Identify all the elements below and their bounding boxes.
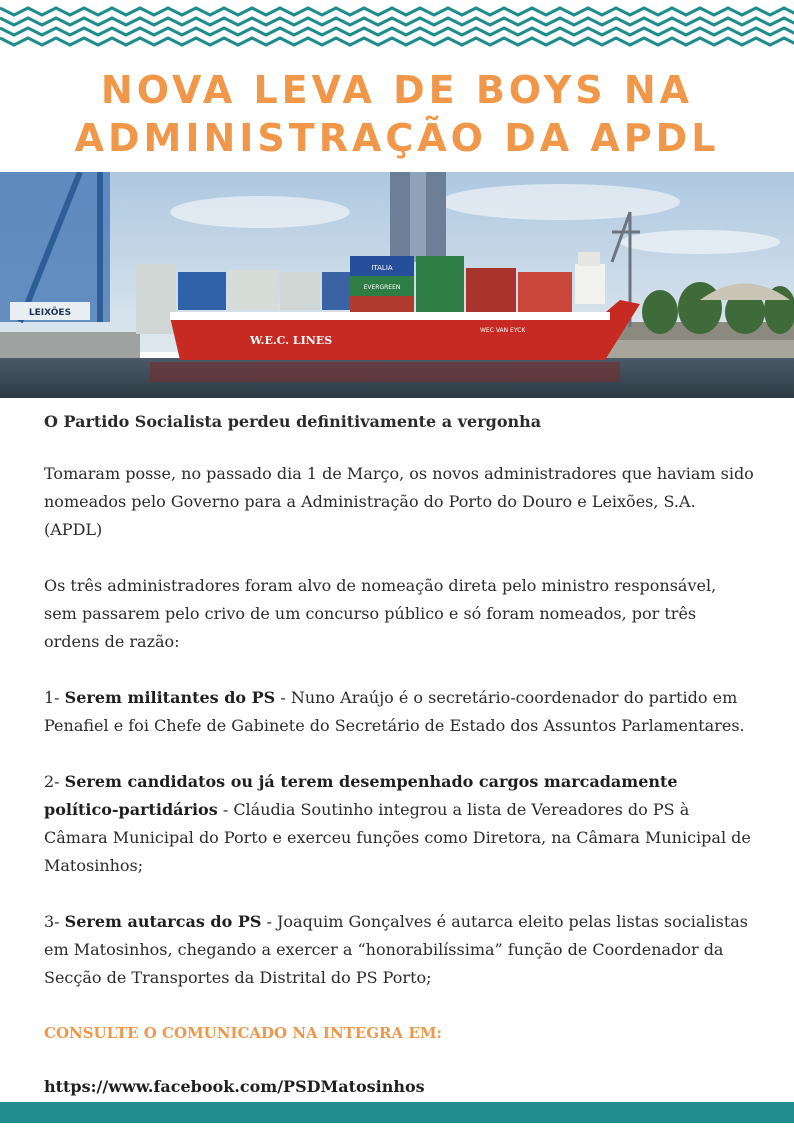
crane-left — [0, 172, 110, 322]
reason-title: Serem militantes do PS — [64, 688, 276, 707]
footer-bar — [0, 1102, 794, 1123]
leixoes-sign: LEIXÕES — [28, 308, 72, 318]
reason-number: 1- — [44, 688, 65, 707]
reason-text: - Cláudia Soutinho integrou a lista de Vereadores do PS à Câmara Municipal do Porto e exerceu funções como Diretora, na Câmara Municipal de Matosinhos; — [44, 800, 751, 875]
reason-text: - Nuno Araújo é o secretário-coordenador do partido em Penafiel e foi Chefe de Gabinete do Secretário de Estado dos Assuntos Parlamentares. — [44, 688, 745, 735]
ship-brand: W.E.C. LINES — [250, 334, 333, 347]
ship-name: WEC VAN EYCK — [480, 327, 526, 334]
zigzag-line — [0, 8, 794, 15]
reason-number: 3- — [44, 912, 65, 931]
reason-item — [44, 684, 754, 740]
article-body — [44, 408, 754, 1128]
zigzag-line — [0, 38, 794, 45]
reason-text: - Joaquim Gonçalves é autarca eleito pelas listas socialistas em Matosinhos, chegando a exercer a “honorabilíssima” função de Coordenador da Secção de Transportes da Distrital do PS Porto; — [44, 912, 749, 987]
reason-item — [44, 768, 754, 880]
facebook-link[interactable]: https://www.facebook.com/PSDMatosinhos — [44, 1077, 425, 1096]
page-title — [0, 66, 794, 162]
port-photo — [0, 172, 794, 398]
zigzag-line — [0, 28, 794, 35]
article-lead: O Partido Socialista perdeu definitivamente a vergonha — [44, 412, 542, 431]
reason-item — [44, 908, 754, 992]
reason-title: Serem autarcas do PS — [64, 912, 262, 931]
reason-title: Serem candidatos ou já terem desempenhado cargos marcadamente político-partidários — [44, 772, 678, 819]
title-line-1: NOVA LEVA DE BOYS NA — [100, 68, 694, 112]
zigzag-border — [0, 0, 794, 50]
article-paragraph: Tomaram posse, no passado dia 1 de Março, os novos administradores que haviam sido nomeados pelo Governo para a Administração do Porto do Douro e Leixões, S.A. (APDL) — [44, 464, 754, 539]
zigzag-line — [0, 18, 794, 25]
article-paragraph: Os três administradores foram alvo de nomeação direta pelo ministro responsável, sem passarem pelo crivo de um concurso público e só foram nomeados, por três ordens de razão: — [44, 576, 717, 651]
reason-number: 2- — [44, 772, 65, 791]
container-ship-illustration — [0, 172, 794, 398]
title-line-2: ADMINISTRAÇÃO DA APDL — [74, 116, 720, 160]
container-label-italia: ITALIA — [371, 264, 393, 272]
container-label-evergreen: EVERGREEN — [363, 284, 401, 291]
cta-label: CONSULTE O COMUNICADO NA INTEGRA EM: — [44, 1024, 442, 1042]
